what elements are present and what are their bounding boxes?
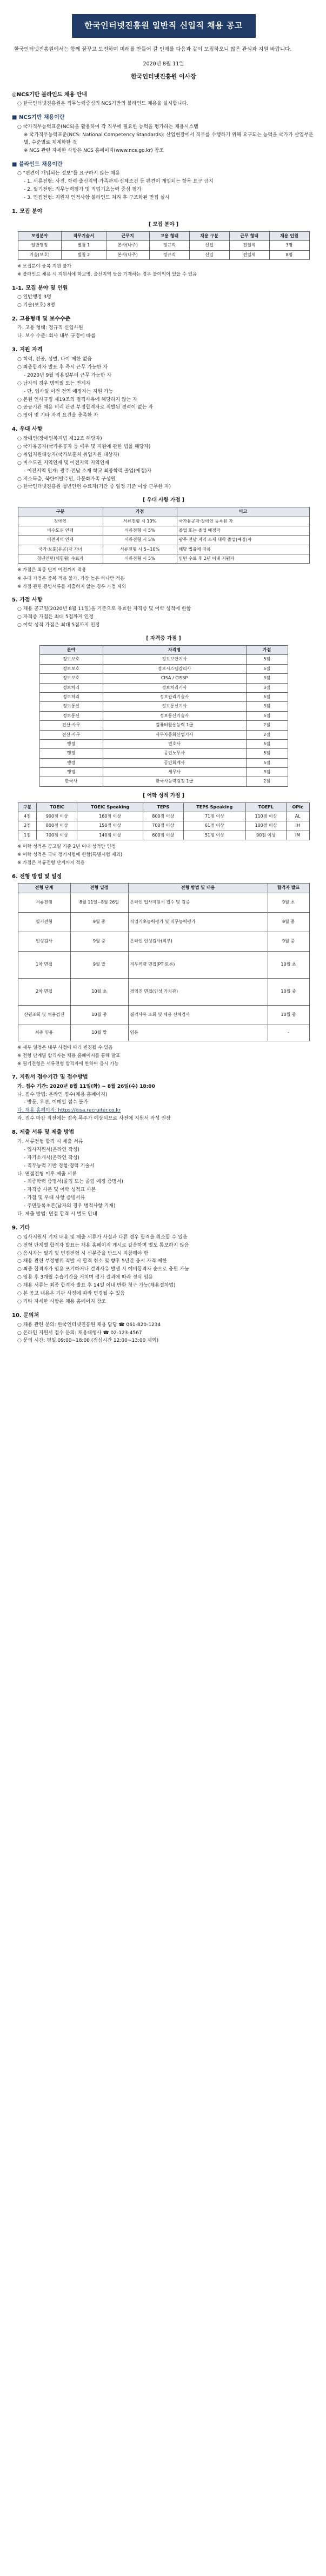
table-row: [18, 821, 309, 831]
position-table-header: 모집분야: [18, 232, 61, 241]
table-cell: 5점: [246, 711, 288, 720]
table-row: [18, 536, 309, 545]
table-cell: 결격사유 조회 및 채용 신체검사: [128, 1005, 268, 1025]
table-cell: 2차 면접: [18, 978, 70, 1005]
schedule-table-header: 전형 방법 및 내용: [128, 884, 268, 893]
table-cell: 서류전형: [18, 893, 70, 912]
table-cell: 장애인: [18, 517, 103, 526]
certificate-table-header: 분야: [39, 646, 103, 655]
recruit-site-link[interactable]: 다. 채용 홈페이지: https://kisa.recruiter.co.kr: [17, 1108, 121, 1114]
table-cell: 1점: [18, 831, 37, 840]
language-table-header: TOEFL: [246, 802, 287, 812]
intro-text: 한국인터넷진흥원에서는 함께 꿈꾸고 도전하며 미래를 만들어 갈 인재를 다음과 같이 모집하오니 많은 관심과 지원 바랍니다.: [14, 46, 292, 52]
language-table: [18, 802, 310, 841]
sec1-header: 1. 모집 분야: [12, 208, 43, 215]
table-cell: 직무역량 면접(PT·토론): [128, 951, 268, 978]
table-row: [39, 655, 288, 664]
table-cell: 900점 이상: [37, 812, 77, 821]
sec9-line: ○ 최종 합격자가 임용 포기하거나 결격사유 발생 시 예비합격자 순으로 충원 가능: [17, 1267, 189, 1273]
table-row: [18, 517, 309, 526]
table-cell: 정보처리기사: [103, 683, 246, 692]
sec3-line: ○ 영어 및 기타 자격 요건을 충족한 자: [17, 413, 98, 419]
table-cell: 컴퓨터활용능력 1급: [103, 721, 246, 730]
table-cell: 정보통신기술사: [103, 711, 246, 720]
sec9-line: ○ 채용 관련 부정행위 적발 시 합격 취소 및 향후 5년간 응시 자격 제한: [17, 1259, 167, 1264]
position-table-header: 고용 형태: [149, 232, 189, 241]
table-row: [39, 768, 288, 777]
table-cell: 9월 초: [268, 893, 309, 912]
table-cell: 국가·보훈(유공)자 자녀: [18, 545, 103, 554]
section-4: [12, 425, 315, 591]
sec9-line: ○ 채용 서류는 최종 합격자 발표 후 14일 이내 반환 청구 가능(채용절차법): [17, 1283, 176, 1289]
table-cell: 온라인 인성검사(적부): [128, 932, 268, 951]
table-cell: 800점 이상: [37, 821, 77, 831]
table-cell: -: [268, 1025, 309, 1041]
language-table-header: 구분: [18, 802, 37, 812]
sec10-line: ○ 채용 관련 문의: 한국인터넷진흥원 채용 담당 ☎ 061-820-1234: [17, 1322, 161, 1328]
sec7-line: 가. 접수 기간: 2020년 8월 11일(화) ~ 8월 26일(수) 18:00: [17, 1083, 155, 1089]
table-row: [39, 721, 288, 730]
table-row: [39, 777, 288, 786]
sec10-line: ○ 온라인 지원서 접수 문의: 채용대행사 ☎ 02-123-4567: [17, 1330, 142, 1336]
table-row: [18, 545, 309, 554]
table-row: [39, 758, 288, 767]
table-cell: 10월 말: [70, 1025, 128, 1041]
table-row: [39, 749, 288, 758]
table-cell: 140점 이상: [77, 831, 143, 840]
ncs-blind-line: ○ 한국인터넷진흥원은 직무능력중심의 NCS기반의 블라인드 채용을 실시합니다.: [17, 101, 189, 107]
table-cell: 정보시스템감리사: [103, 664, 246, 673]
section-6: [12, 873, 315, 1068]
table-cell: 행정: [39, 749, 103, 758]
sec9-line: ○ 전형 단계별 합격자 발표는 채용 홈페이지 게시로 갈음하며 별도 통보하지 않음: [17, 1242, 189, 1248]
table-cell: 광주·전남 지역 소재 대학 졸업(예정)자: [177, 536, 309, 545]
table-cell: 변호사: [103, 739, 246, 748]
table-cell: 4점: [18, 812, 37, 821]
table-cell: 800점 이상: [143, 812, 183, 821]
sec10-line: ○ 문의 시간: 평일 09:00~18:00 (점심시간 12:00~13:00 제외): [17, 1338, 159, 1344]
schedule-table-header: 전형 일정: [70, 884, 128, 893]
certificate-table-header: 가점: [246, 646, 288, 655]
table-row: [18, 893, 309, 912]
ncs-header: ■ NCS기반 채용이란: [12, 113, 315, 122]
sec8-line: 다. 제출 방법: 면접 합격 시 별도 안내: [17, 1212, 97, 1217]
table-cell: 온라인 입사지원서 접수 및 검증: [128, 893, 268, 912]
table-cell: 5점: [246, 739, 288, 748]
blind-line: ○ "편견이 개입되는 정보"를 요구하지 않는 채용: [17, 171, 120, 177]
sec7-header: 7. 지원서 접수기간 및 접수방법: [12, 1074, 88, 1081]
table-cell: 2점: [246, 721, 288, 730]
certificate-table: [39, 645, 288, 787]
table-row: [39, 692, 288, 701]
sec1-1-line: ○ 기술(보호) 8명: [17, 303, 55, 309]
section-10: [12, 1312, 315, 1345]
table-cell: 인턴 수료 후 2년 이내 지원자: [177, 554, 309, 564]
table-cell: 국가유공자·장애인 등록된 자: [177, 517, 309, 526]
table-cell: 600점 이상: [143, 831, 183, 840]
notice-date: 2020년 8월 11일: [143, 61, 184, 68]
blind-header: ■ 블라인드 채용이란: [12, 160, 315, 169]
sec4-line: ○ 장애인(장애인복지법 제32조 해당자): [17, 436, 102, 441]
table-cell: 신입: [189, 250, 229, 259]
table-cell: 임용: [128, 1025, 268, 1041]
sec9-line: ○ 기타 자세한 사항은 채용 홈페이지 참조: [17, 1299, 107, 1305]
table-cell: 정보통신: [39, 711, 103, 720]
table-cell: 5점: [246, 758, 288, 767]
sec5-header: 5. 가점 사항: [12, 597, 43, 603]
table-cell: 정보처리: [39, 692, 103, 701]
language-table-header: TEPS Speaking: [183, 802, 245, 812]
table-cell: 이전지역 인재: [18, 536, 103, 545]
table-cell: 정보보안기사: [103, 655, 246, 664]
table-cell: 직업기초능력평가 및 직무능력평가: [128, 912, 268, 932]
sec8-line: - 자격증 사본 및 어학 성적표 사본: [24, 1187, 96, 1193]
sec4-line: ○ 국가유공자(국가유공자 등 예우 및 지원에 관한 법률 해당자): [17, 444, 151, 450]
table-cell: 9월 중: [268, 912, 309, 932]
sec1-1-header: 1-1. 모집 분야 및 인원: [12, 285, 68, 291]
table-row: [39, 711, 288, 720]
table-cell: 정보통신: [39, 702, 103, 711]
table-cell: 71점 이상: [183, 812, 245, 821]
table-cell: 인성검사: [18, 932, 70, 951]
sec8-line: - 최종학력 증명서(졸업 또는 졸업 예정 증명서): [24, 1179, 123, 1185]
table-row: [18, 250, 309, 259]
table-row: [39, 664, 288, 673]
sec4-table-caption: [ 우대 사항 가점 ]: [143, 497, 184, 504]
ncs-blind-header: ◎NCS기반 블라인드 채용 안내: [12, 91, 87, 98]
sec4-line: ○ 저소득층, 북한이탈주민, 다문화가족 구성원: [17, 476, 116, 482]
notice-title-box: [72, 14, 256, 38]
table-cell: 10월 초: [70, 978, 128, 1005]
table-cell: 비수도권 인재: [18, 526, 103, 535]
sec1-note: ※ 모집분야 중복 지원 불가: [17, 264, 72, 270]
table-row: [18, 1005, 309, 1025]
sec8-line: - 직무능력 기반 경험·경력 기술서: [24, 1163, 95, 1169]
sec4-line: ○ 비수도권 지역인재 및 이전지역 지역인재: [17, 460, 109, 466]
table-cell: 서류전형 시 5%: [103, 554, 177, 564]
table-row: [18, 978, 309, 1005]
table-cell: IH: [286, 821, 309, 831]
table-row: [18, 831, 309, 840]
sec8-line: 나. 면접전형 이후 제출 서류: [17, 1171, 77, 1177]
table-cell: 행정: [39, 768, 103, 777]
table-cell: 정보통신기사: [103, 702, 246, 711]
sec4-line: ○ 취업지원대상자(국가보훈처 취업지원 대상자): [17, 452, 119, 458]
table-cell: 정규직: [149, 250, 189, 259]
table-cell: 행정: [39, 758, 103, 767]
table-cell: 90점 이상: [246, 831, 287, 840]
certificate-table-header: 자격명: [103, 646, 246, 655]
position-table-header: 근무지: [106, 232, 149, 241]
sec6-note: ※ 세부 일정은 내부 사정에 따라 변경될 수 있음: [17, 1045, 113, 1051]
sec8-header: 8. 제출 서류 및 제출 방법: [12, 1129, 75, 1136]
table-cell: 10월 중: [70, 1005, 128, 1025]
sec2-header: 2. 고용형태 및 보수수준: [12, 316, 71, 322]
sec9-line: ○ 본 공고 내용은 기관 사정에 따라 변경될 수 있음: [17, 1291, 125, 1297]
sec8-line: - 입사지원서(온라인 작성): [24, 1147, 79, 1153]
table-cell: 정보처리: [39, 683, 103, 692]
table-cell: AL: [286, 812, 309, 821]
table-cell: 5점: [246, 664, 288, 673]
table-cell: 서류전형 시 10%: [103, 517, 177, 526]
sec9-line: ○ 임용 후 3개월 수습기간을 거치며 평가 결과에 따라 정식 임용: [17, 1275, 153, 1281]
section-8: [12, 1128, 315, 1219]
table-row: [39, 739, 288, 748]
table-cell: 8명: [269, 250, 309, 259]
section-1-1: [12, 284, 315, 310]
table-cell: 신원조회 및 채용검진: [18, 1005, 70, 1025]
language-table-header: TOEIC Speaking: [77, 802, 143, 812]
sec4-note: ※ 가점 관련 증빙서류를 제출하지 않는 경우 가점 제외: [17, 584, 127, 590]
schedule-table-header: 합격자 발표: [268, 884, 309, 893]
sec3-line: ○ 공공기관 채용 비리 관련 부정합격자로 적발된 경력이 없는 자: [17, 405, 153, 411]
table-row: [39, 674, 288, 683]
sec2-line: 가. 고용 형태: 정규직 신입사원: [17, 325, 83, 331]
table-cell: 150점 이상: [77, 821, 143, 831]
sec10-header: 10. 문의처: [12, 1313, 39, 1319]
table-cell: 160점 이상: [77, 812, 143, 821]
table-cell: 10월 중: [268, 1005, 309, 1025]
language-table-header: OPIc: [286, 802, 309, 812]
table-row: [18, 241, 309, 250]
table-cell: 경영진 면접(인성·가치관): [128, 978, 268, 1005]
sec8-line: - 주민등록초본(남자의 경우 병적사항 기재): [24, 1203, 116, 1209]
table-cell: 본사(나주): [106, 241, 149, 250]
table-cell: 700점 이상: [37, 831, 77, 840]
preference-table-header: 구분: [18, 507, 103, 517]
position-table-header: 직무기술서: [61, 232, 106, 241]
table-cell: 전산·사무: [39, 721, 103, 730]
section-7: [12, 1073, 315, 1123]
table-cell: 필기전형: [18, 912, 70, 932]
table-cell: 110점 이상: [246, 812, 287, 821]
schedule-table: [18, 883, 310, 1041]
table-cell: 정보보호: [39, 655, 103, 664]
table-cell: 3점: [246, 674, 288, 683]
table-cell: 정보보호: [39, 664, 103, 673]
table-cell: CISA / CISSP: [103, 674, 246, 683]
table-row: [18, 554, 309, 564]
table-cell: 정보관리기술사: [103, 692, 246, 701]
language-table-header: TOEIC: [37, 802, 77, 812]
table-cell: 서류전형 시 5%: [103, 526, 177, 535]
table-cell: 기술(보호): [18, 250, 61, 259]
sec5-table-caption: [ 자격증 가점 ]: [146, 635, 181, 642]
sec7-line: 나. 접수 방법: 온라인 접수(채용 홈페이지): [17, 1092, 108, 1098]
table-cell: 9월 말: [70, 951, 128, 978]
table-row: [18, 1025, 309, 1041]
schedule-table-header: 전형 단계: [18, 884, 70, 893]
table-cell: 서류전형 시 5~10%: [103, 545, 177, 554]
section-3: [12, 346, 315, 420]
table-cell: 공인노무사: [103, 749, 246, 758]
sec8-line: - 가점 및 우대 사항 증빙서류: [24, 1195, 85, 1201]
table-cell: 전일제: [229, 241, 269, 250]
notice-org: 한국인터넷진흥원 이사장: [131, 72, 196, 80]
sec3-line: - 단, 입사일 이전 전역 예정자는 지원 가능: [24, 389, 114, 394]
sec5-line: ○ 자격증 가점은 최대 5점까지 인정: [17, 614, 94, 620]
table-row: [39, 730, 288, 739]
ncs-line: ※ 국가직무능력표준(NCS: National Competency Standards): 산업현장에서 직무를 수행하기 위해 요구되는 능력을 국가가 산업부문별, 수준별로 체계화한 것: [24, 132, 314, 145]
table-cell: 졸업 또는 졸업 예정자: [177, 526, 309, 535]
position-table-header: 채용 인원: [269, 232, 309, 241]
notice-title: 한국인터넷진흥원 일반직 신입직 채용 공고: [84, 21, 243, 31]
table-cell: 10월 중: [268, 978, 309, 1005]
sec8-line: - 자기소개서(온라인 작성): [24, 1155, 79, 1161]
table-cell: 100점 이상: [246, 821, 287, 831]
sec9-header: 9. 기타: [12, 1225, 30, 1232]
sec3-header: 3. 지원 자격: [12, 347, 43, 353]
table-cell: 2점: [246, 777, 288, 786]
table-cell: 한국사: [39, 777, 103, 786]
position-table: [18, 231, 310, 260]
table-cell: 3점: [246, 702, 288, 711]
table-cell: 정보보호: [39, 674, 103, 683]
table-cell: 3명: [269, 241, 309, 250]
position-table-header: 채용 구분: [189, 232, 229, 241]
table-row: [18, 526, 309, 535]
sec6-note: ※ 필기전형은 서류전형 합격자에 한하여 응시 가능: [17, 1061, 119, 1067]
blind-line: - 1. 서류전형: 사진, 학력·출신지역·가족관계·신체조건 등 편견이 개입되는 항목 요구 금지: [24, 179, 214, 185]
sec5-note: ※ 어학 성적은 국내 정기시험에 한함(특별시험 제외): [17, 852, 123, 858]
table-cell: 최종 임용: [18, 1025, 70, 1041]
section-1: [12, 208, 315, 279]
sec4-note: ※ 가점은 최종 단계 이전까지 적용: [17, 567, 87, 573]
table-cell: 9월 중: [268, 932, 309, 951]
table-cell: 행정: [39, 739, 103, 748]
sec4-line: - 이전지역 인재: 광주·전남 소재 학교 최종학력 졸업(예정)자: [24, 468, 152, 474]
blind-line: - 2. 필기전형: 직무능력평가 및 직업기초능력 중심 평가: [24, 186, 142, 192]
table-cell: 5점: [246, 749, 288, 758]
sec3-line: ○ 본원 인사규정 제19조의 결격사유에 해당하지 않는 자: [17, 397, 137, 403]
section-5: [12, 596, 315, 867]
sec1-note: ※ 블라인드 채용 시 지원서에 학교명, 출신지역 등을 기재하는 경우 불이익이 있을 수 있음: [17, 272, 197, 278]
table-cell: 5점: [246, 692, 288, 701]
table-row: [18, 932, 309, 951]
section-9: [12, 1224, 315, 1306]
table-cell: 사무자동화산업기사: [103, 730, 246, 739]
sec7-line: 라. 접수 마감 직전에는 접속 폭주가 예상되므로 사전에 지원서 작성 권장: [17, 1116, 171, 1122]
sec5-line: ○ 채용 공고일(2020년 8월 11일)을 기준으로 유효한 자격증 및 어학 성적에 한함: [17, 606, 191, 612]
table-cell: 3점: [246, 683, 288, 692]
table-cell: 신입: [189, 241, 229, 250]
table-cell: 51점 이상: [183, 831, 245, 840]
table-row: [18, 912, 309, 932]
section-ncs: [12, 113, 315, 155]
table-row: [18, 812, 309, 821]
table-cell: 9월 중: [70, 912, 128, 932]
table-cell: 별첨 1: [61, 241, 106, 250]
table-cell: 3점: [246, 768, 288, 777]
table-cell: 해당 법률에 따름: [177, 545, 309, 554]
sec3-line: ○ 남자의 경우 병역필 또는 면제자: [17, 380, 91, 386]
sec1-table-caption: [ 모집 분야 ]: [148, 222, 179, 228]
sec9-line: ○ 입사지원서 기재 내용 및 제출 서류가 사실과 다른 경우 합격을 취소할 수 있음: [17, 1234, 188, 1240]
preference-table: [18, 507, 310, 564]
table-cell: 전일제: [229, 250, 269, 259]
ncs-line: ○ 국가직무능력표준(NCS)을 활용하여 각 직무에 필요한 능력을 평가하는 채용시스템: [17, 124, 198, 130]
table-cell: 세무사: [103, 768, 246, 777]
table-cell: 청년인턴(체험형) 수료자: [18, 554, 103, 564]
table-cell: IM: [286, 831, 309, 840]
preference-table-header: 비고: [177, 507, 309, 517]
sec8-line: 가. 서류전형 합격 시 제출 서류: [17, 1139, 83, 1145]
sec3-line: - 2020년 9월 임용일부터 근무 가능한 자: [24, 372, 112, 378]
table-cell: 2점: [18, 821, 37, 831]
section-ncs-blind: [12, 91, 315, 108]
section-2: [12, 315, 315, 340]
table-cell: 2점: [246, 730, 288, 739]
table-cell: 61점 이상: [183, 821, 245, 831]
sec9-line: ○ 응시자는 필기 및 면접전형 시 신분증을 반드시 지참해야 함: [17, 1250, 149, 1256]
sec4-note: ※ 우대 가점은 중복 적용 불가, 가장 높은 하나만 적용: [17, 576, 125, 581]
sec5-lang-caption: [ 어학 성적 가점 ]: [143, 792, 184, 799]
table-cell: 일반행정: [18, 241, 61, 250]
table-cell: 1차 면접: [18, 951, 70, 978]
position-table-header: 근무 형태: [229, 232, 269, 241]
sec3-line: ○ 학력, 전공, 성별, 나이 제한 없음: [17, 356, 92, 362]
table-cell: 한국사능력검정 1급: [103, 777, 246, 786]
table-cell: 본사(나주): [106, 250, 149, 259]
sec5-note: ※ 어학 성적은 공고일 기준 2년 이내 성적만 인정: [17, 844, 116, 850]
table-cell: 700점 이상: [143, 821, 183, 831]
table-cell: 8월 11일~8월 26일: [70, 893, 128, 912]
sec1-1-line: ○ 일반행정 3명: [17, 295, 51, 300]
language-table-header: TEPS: [143, 802, 183, 812]
sec5-note: ※ 가점은 서류전형 단계까지 적용: [17, 860, 85, 866]
sec6-header: 6. 전형 방법 및 일정: [12, 873, 62, 880]
sec7-line: - 방문, 우편, 이메일 접수 불가: [24, 1100, 88, 1106]
sec2-line: 나. 보수 수준: 회사 내부 규정에 따름: [17, 333, 96, 339]
table-cell: 서류전형 시 5%: [103, 536, 177, 545]
sec5-line: ○ 어학 성적 가점은 최대 5점까지 인정: [17, 623, 100, 628]
table-cell: 전산·사무: [39, 730, 103, 739]
table-row: [18, 951, 309, 978]
section-blind: [12, 160, 315, 202]
preference-table-header: 가점: [103, 507, 177, 517]
sec6-note: ※ 전형 단계별 합격자는 채용 홈페이지를 통해 발표: [17, 1053, 121, 1059]
sec4-header: 4. 우대 사항: [12, 426, 43, 433]
table-cell: 정규직: [149, 241, 189, 250]
table-cell: 공인회계사: [103, 758, 246, 767]
blind-line: - 3. 면접전형: 지원자 인적사항 블라인드 처리 후 구조화된 면접 실시: [24, 195, 170, 200]
table-cell: 5점: [246, 655, 288, 664]
table-cell: 9월 중: [70, 932, 128, 951]
table-cell: 별첨 2: [61, 250, 106, 259]
table-cell: 10월 초: [268, 951, 309, 978]
sec3-line: ○ 최종합격자 발표 후 즉시 근무 가능한 자: [17, 364, 108, 370]
table-row: [39, 683, 288, 692]
ncs-line: ※ NCS 관련 자세한 사항은 NCS 홈페이지(www.ncs.go.kr) 참조: [24, 148, 164, 153]
table-row: [39, 702, 288, 711]
sec4-line: ○ 한국인터넷진흥원 청년인턴 수료자(기간 중 일정 기준 이상 근무한 자): [17, 484, 171, 490]
